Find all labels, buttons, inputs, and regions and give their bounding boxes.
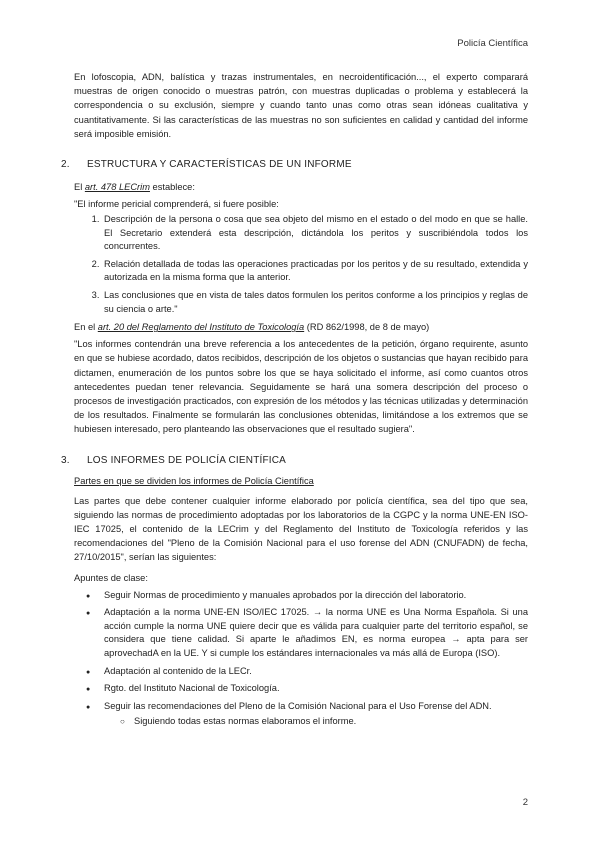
page-number: 2 [522, 797, 528, 808]
sub-list-item: ○ Siguiendo todas estas normas elaboramos el informe. [134, 715, 528, 729]
section-3-subtitle: Partes en que se dividen los informes de Policía Científica [74, 475, 314, 486]
list-item: 2. Relación detallada de todas las operaciones practicadas por los peritos y de su resultado, extendida y autorizada en la misma forma que la anterior. [102, 258, 528, 285]
section-3-title: LOS INFORMES DE POLICÍA CIENTÍFICA [87, 454, 287, 466]
lead2-suffix: (RD 862/1998, de 8 de mayo) [304, 322, 430, 333]
toxicology-link[interactable]: art. 20 del Reglamento del Instituto de Toxicología [97, 322, 305, 333]
quote-intro: "El informe pericial comprenderá, si fuere posible: [74, 199, 279, 210]
lecrim-lead [74, 180, 528, 194]
section-3-heading [61, 455, 528, 466]
list-item: 1. Descripción de la persona o cosa que sea objeto del mismo en el estado o del modo en que se halle. El Secretario extenderá esta descripción, dictándola los peritos y suscribiéndola todos los concurrentes. [102, 213, 528, 254]
section-2-number: 2. [61, 159, 70, 171]
section-3-number: 3. [61, 454, 70, 466]
lecrim-link[interactable]: art. 478 LECrim [84, 182, 150, 193]
section-2-heading [61, 159, 528, 170]
class-notes-list [74, 589, 528, 729]
running-header: Policía Científica [457, 38, 528, 49]
lead-suffix: establece: [149, 182, 195, 193]
list-item-with-sub [104, 700, 528, 729]
lecrim-list [74, 213, 528, 316]
list-item: ● Rgto. del Instituto Nacional de Toxicología. [104, 682, 528, 696]
toxicology-quote: "Los informes contendrán una breve referencia a los antecedentes de la petición, órgano requirente, asunto en que se hubiese acordado, datos recibidos, descripción de los objetos o sustancias que hayan recibido para dictamen, enumeración de los puntos sobre los que se haya solicitado el informe, así como cuantos otros antecedentes puedan tener relevancia. Seguidamente se hará una somera descripción del proceso o procesos de investigación practicados, con expresión de los métodos y las técnicas utilizadas y determinación de los resultados. Finalmente se formularán las conclusiones obtenidas, limitándose a los extremos que se hubiesen interesado, pero planteando las observaciones que el resultado sugiera". [74, 339, 528, 435]
section-3-paragraph: Las partes que debe contener cualquier informe elaborado por policía científica, sea del tipo que sea, siguiendo las normas de procedimiento adoptadas por los laboratorios de la CGPC y la norma UNE-EN ISO-IEC 17025, el contenido de la LECrim y del Reglamento del Instituto de Toxicología referidos y las recomendaciones del "Pleno de la Comisión Nacional para el uso forense del ADN (CNUFADN) de fecha, 27/10/2015", serían las siguientes: [74, 495, 528, 563]
intro-paragraph: En lofoscopia, ADN, balística y trazas instrumentales, en necroidentificación..., el experto comparará muestras de origen conocido o muestras patrón, con muestras duplicadas o problema y establecerá la correspondencia o su exclusión, siempre y cuando tanto unas como otras sean idóneas cualitativa y cuantitativamente. Si las características de las muestras no son suficientes en calidad y cantidad del informe será imposible emisión. [74, 72, 528, 139]
list-item-text: Seguir las recomendaciones del Pleno de la Comisión Nacional para el Uso Forense del ADN. [104, 700, 492, 711]
list-item: 3. Las conclusiones que en vista de tales datos formulen los peritos conforme a los principios y reglas de su ciencia o arte." [102, 289, 528, 316]
sub-list [104, 715, 528, 729]
list-item: ● Seguir Normas de procedimiento y manuales aprobados por la dirección del laboratorio. [104, 589, 528, 603]
list-item: ● Adaptación a la norma UNE-EN ISO/IEC 17025. → la norma UNE es Una Norma Española. Si una acción cumple la norma UNE quiere decir que es válida para cualquier parte del territorio español, se considera que tiene calidad. Si aparte le añadimos EN, es norma europea → apta para ser aprovechadA en la UE. Y si cumple los estándares internacionales va más allá de Europa (ISO). [104, 606, 528, 660]
class-notes-label: Apuntes de clase: [74, 572, 148, 583]
list-item: ● Adaptación al contenido de la LECr. [104, 665, 528, 679]
page-body [61, 70, 528, 733]
lead-prefix: El [74, 182, 85, 193]
toxicology-lead [74, 320, 528, 334]
section-2-title: ESTRUCTURA Y CARACTERÍSTICAS DE UN INFORME [87, 159, 352, 171]
lead2-prefix: En el [74, 322, 98, 333]
